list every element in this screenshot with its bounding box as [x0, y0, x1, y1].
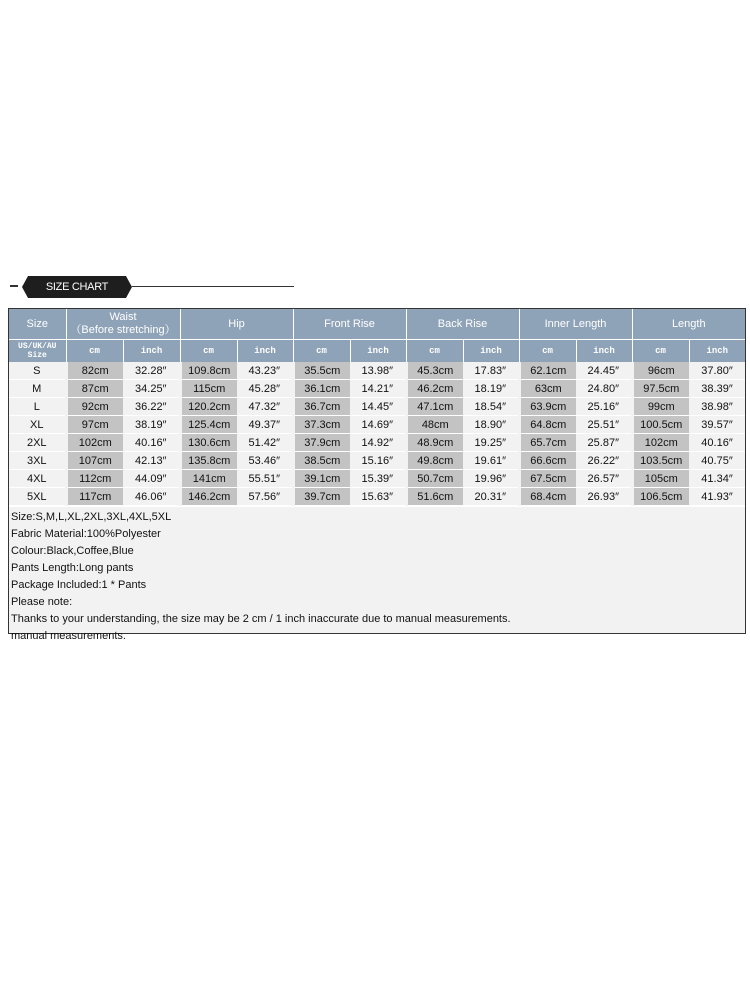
- banner-label: SIZE CHART: [45, 281, 109, 293]
- note-line: Size:S,M,L,XL,2XL,3XL,4XL,5XL: [11, 511, 172, 523]
- cell-inner-cm: 67.5cm: [519, 470, 576, 488]
- cell-inner-in: 25.87″: [576, 434, 632, 452]
- cell-back-in: 18.54″: [463, 398, 519, 416]
- banner-dash: [10, 285, 18, 287]
- cell-hip-in: 45.28″: [237, 380, 293, 398]
- header-front-rise: Front Rise: [293, 309, 406, 340]
- table-row: [9, 380, 745, 398]
- cell-length-in: 40.16″: [689, 434, 745, 452]
- cell-inner-in: 26.93″: [576, 488, 632, 506]
- unit-inch: inch: [689, 340, 745, 363]
- cell-size: M: [9, 380, 66, 398]
- cell-hip-in: 47.32″: [237, 398, 293, 416]
- header-waist: [66, 309, 180, 340]
- cell-hip-cm: 146.2cm: [180, 488, 237, 506]
- banner-rule: [132, 286, 294, 287]
- cell-front-cm: 38.5cm: [293, 452, 350, 470]
- cell-hip-cm: 120.2cm: [180, 398, 237, 416]
- cell-back-cm: 45.3cm: [406, 362, 463, 380]
- cell-inner-cm: 63cm: [519, 380, 576, 398]
- cell-size: 2XL: [9, 434, 66, 452]
- unit-cm: cm: [632, 340, 689, 363]
- cell-front-in: 14.45″: [350, 398, 406, 416]
- table-row: [9, 434, 745, 452]
- cell-hip-in: 55.51″: [237, 470, 293, 488]
- table-row: [9, 488, 745, 506]
- cell-hip-cm: 135.8cm: [180, 452, 237, 470]
- size-chart-table: [8, 308, 746, 642]
- banner-tag: [28, 276, 126, 298]
- cell-front-in: 15.39″: [350, 470, 406, 488]
- cell-inner-in: 24.80″: [576, 380, 632, 398]
- cell-inner-in: 26.57″: [576, 470, 632, 488]
- cell-inner-in: 26.22″: [576, 452, 632, 470]
- header-back-rise: Back Rise: [406, 309, 519, 340]
- cell-back-in: 19.25″: [463, 434, 519, 452]
- cell-hip-cm: 130.6cm: [180, 434, 237, 452]
- header-inner-length: Inner Length: [519, 309, 632, 340]
- cell-waist-in: 34.25″: [123, 380, 180, 398]
- cell-waist-cm: 112cm: [66, 470, 123, 488]
- cell-back-cm: 48.9cm: [406, 434, 463, 452]
- cell-length-cm: 96cm: [632, 362, 689, 380]
- unit-inch: inch: [350, 340, 406, 363]
- cell-waist-cm: 92cm: [66, 398, 123, 416]
- cell-length-cm: 105cm: [632, 470, 689, 488]
- note-line: Thanks to your understanding, the size may be 2 cm / 1 inch inaccurate due to manual measurements.: [11, 613, 511, 625]
- cell-back-in: 19.96″: [463, 470, 519, 488]
- cell-front-in: 13.98″: [350, 362, 406, 380]
- cell-waist-in: 46.06″: [123, 488, 180, 506]
- table-row: [9, 362, 745, 380]
- table-row: [9, 470, 745, 488]
- cell-hip-cm: 115cm: [180, 380, 237, 398]
- cell-inner-in: 25.16″: [576, 398, 632, 416]
- cell-length-cm: 103.5cm: [632, 452, 689, 470]
- cell-front-in: 14.21″: [350, 380, 406, 398]
- cell-back-cm: 48cm: [406, 416, 463, 434]
- unit-cm: cm: [406, 340, 463, 363]
- unit-row: [9, 340, 745, 363]
- cell-length-in: 41.34″: [689, 470, 745, 488]
- cell-waist-cm: 87cm: [66, 380, 123, 398]
- cell-hip-in: 51.42″: [237, 434, 293, 452]
- cell-length-cm: 97.5cm: [632, 380, 689, 398]
- cell-front-cm: 35.5cm: [293, 362, 350, 380]
- cell-hip-cm: 141cm: [180, 470, 237, 488]
- cell-hip-in: 57.56″: [237, 488, 293, 506]
- cell-waist-cm: 117cm: [66, 488, 123, 506]
- cell-inner-cm: 66.6cm: [519, 452, 576, 470]
- cell-waist-cm: 102cm: [66, 434, 123, 452]
- cell-front-cm: 37.3cm: [293, 416, 350, 434]
- size-table: [9, 309, 745, 506]
- cell-length-cm: 99cm: [632, 398, 689, 416]
- cell-length-in: 41.93″: [689, 488, 745, 506]
- cell-length-cm: 106.5cm: [632, 488, 689, 506]
- cell-hip-in: 49.37″: [237, 416, 293, 434]
- cell-size: L: [9, 398, 66, 416]
- cell-front-cm: 36.7cm: [293, 398, 350, 416]
- unit-region-line1: US/UK/AU: [18, 342, 57, 351]
- cell-inner-cm: 63.9cm: [519, 398, 576, 416]
- cell-inner-cm: 68.4cm: [519, 488, 576, 506]
- cell-waist-in: 36.22″: [123, 398, 180, 416]
- cell-hip-in: 43.23″: [237, 362, 293, 380]
- cell-front-in: 15.16″: [350, 452, 406, 470]
- header-row: [9, 309, 745, 340]
- cell-back-in: 17.83″: [463, 362, 519, 380]
- cell-hip-cm: 109.8cm: [180, 362, 237, 380]
- cell-length-in: 40.75″: [689, 452, 745, 470]
- cell-front-cm: 36.1cm: [293, 380, 350, 398]
- note-line: Package Included:1 * Pants: [11, 579, 147, 591]
- note-line: Pants Length:Long pants: [11, 562, 134, 574]
- cell-front-cm: 39.1cm: [293, 470, 350, 488]
- cell-inner-in: 24.45″: [576, 362, 632, 380]
- cell-waist-cm: 82cm: [66, 362, 123, 380]
- cell-size: 3XL: [9, 452, 66, 470]
- unit-inch: inch: [463, 340, 519, 363]
- header-hip: Hip: [180, 309, 293, 340]
- cell-back-in: 18.90″: [463, 416, 519, 434]
- cell-length-in: 37.80″: [689, 362, 745, 380]
- cell-back-cm: 49.8cm: [406, 452, 463, 470]
- cell-size: S: [9, 362, 66, 380]
- unit-cm: cm: [66, 340, 123, 363]
- unit-inch: inch: [123, 340, 180, 363]
- cell-back-cm: 51.6cm: [406, 488, 463, 506]
- cell-inner-cm: 64.8cm: [519, 416, 576, 434]
- unit-inch: inch: [237, 340, 293, 363]
- cell-size: XL: [9, 416, 66, 434]
- cell-waist-in: 44.09″: [123, 470, 180, 488]
- cell-waist-in: 32.28″: [123, 362, 180, 380]
- header-waist-note: （Before stretching）: [70, 324, 176, 336]
- cell-inner-cm: 62.1cm: [519, 362, 576, 380]
- size-rows: [9, 362, 745, 506]
- cell-hip-cm: 125.4cm: [180, 416, 237, 434]
- unit-region-line2: Size: [27, 351, 47, 360]
- note-line: manual measurements.: [11, 630, 126, 642]
- cell-back-cm: 46.2cm: [406, 380, 463, 398]
- cell-front-cm: 37.9cm: [293, 434, 350, 452]
- cell-back-in: 19.61″: [463, 452, 519, 470]
- note-line: Please note:: [11, 596, 73, 608]
- unit-inch: inch: [576, 340, 632, 363]
- header-size: Size: [9, 309, 66, 340]
- cell-back-in: 18.19″: [463, 380, 519, 398]
- cell-waist-cm: 97cm: [66, 416, 123, 434]
- cell-inner-cm: 65.7cm: [519, 434, 576, 452]
- unit-region: [9, 340, 66, 363]
- unit-cm: cm: [293, 340, 350, 363]
- header-length: Length: [632, 309, 745, 340]
- cell-waist-in: 40.16″: [123, 434, 180, 452]
- cell-size: 4XL: [9, 470, 66, 488]
- cell-back-cm: 50.7cm: [406, 470, 463, 488]
- table-row: [9, 452, 745, 470]
- unit-cm: cm: [180, 340, 237, 363]
- table-row: [9, 398, 745, 416]
- cell-size: 5XL: [9, 488, 66, 506]
- cell-waist-cm: 107cm: [66, 452, 123, 470]
- cell-back-in: 20.31″: [463, 488, 519, 506]
- cell-back-cm: 47.1cm: [406, 398, 463, 416]
- cell-length-cm: 100.5cm: [632, 416, 689, 434]
- product-notes: [9, 506, 745, 645]
- header-waist-title: Waist: [109, 311, 137, 323]
- note-line: Fabric Material:100%Polyester: [11, 528, 161, 540]
- note-line: Colour:Black,Coffee,Blue: [11, 545, 134, 557]
- cell-inner-in: 25.51″: [576, 416, 632, 434]
- table-row: [9, 416, 745, 434]
- cell-length-in: 39.57″: [689, 416, 745, 434]
- unit-cm: cm: [519, 340, 576, 363]
- cell-waist-in: 38.19″: [123, 416, 180, 434]
- cell-front-cm: 39.7cm: [293, 488, 350, 506]
- size-chart-banner: [10, 274, 290, 300]
- cell-length-in: 38.98″: [689, 398, 745, 416]
- cell-hip-in: 53.46″: [237, 452, 293, 470]
- cell-front-in: 14.92″: [350, 434, 406, 452]
- cell-length-cm: 102cm: [632, 434, 689, 452]
- cell-length-in: 38.39″: [689, 380, 745, 398]
- cell-front-in: 15.63″: [350, 488, 406, 506]
- cell-front-in: 14.69″: [350, 416, 406, 434]
- cell-waist-in: 42.13″: [123, 452, 180, 470]
